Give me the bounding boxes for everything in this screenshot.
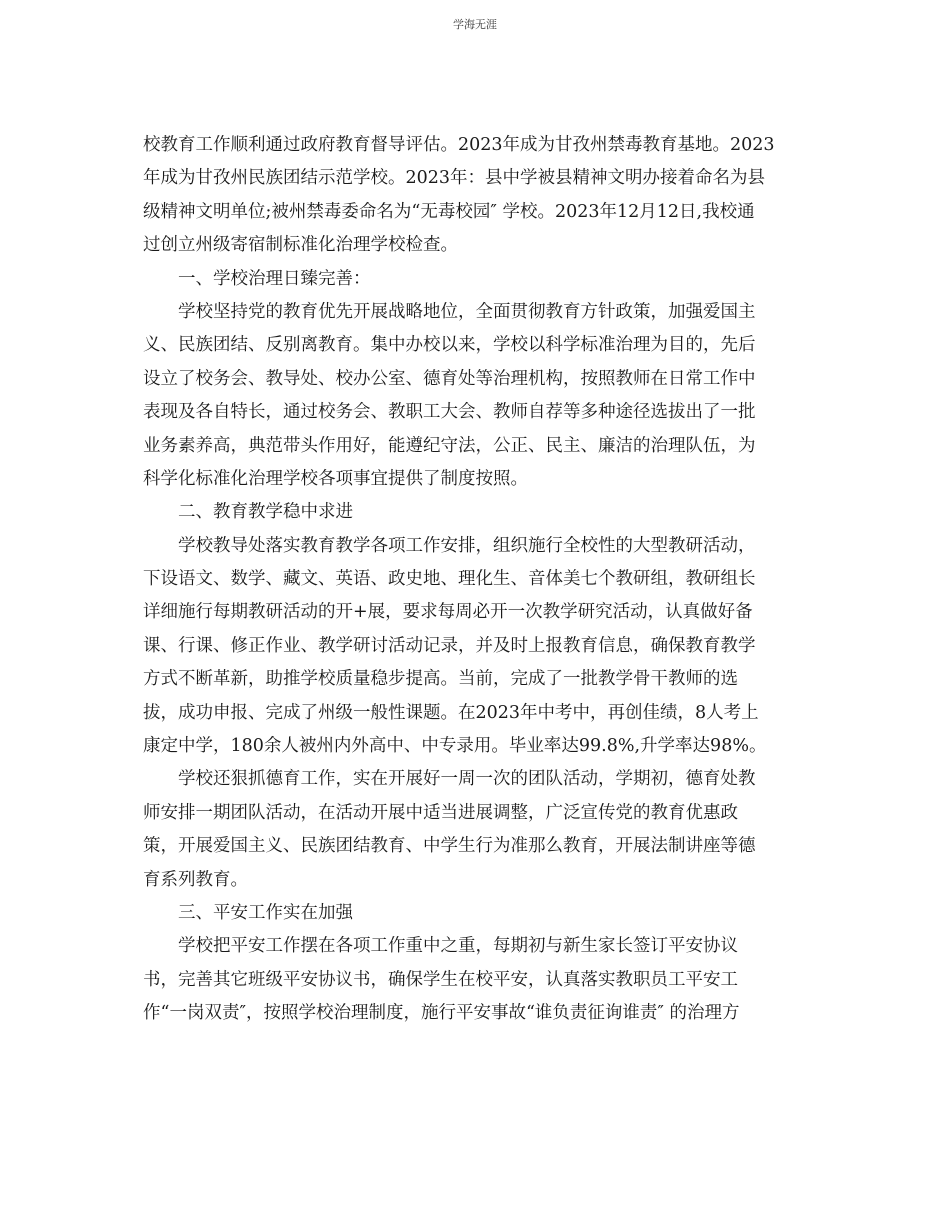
text-line: 方式不断革新，助推学校质量稳步提高。当前，完成了一批教学骨干教师的选 <box>143 669 738 690</box>
text-line: 级精神文明单位;被州禁毒委命名为“无毒校园″ 学校。2023年12月12日,我校通 <box>143 201 755 222</box>
document-body <box>143 129 808 1031</box>
text-line: 学校还狠抓德育工作，实在开展好一周一次的团队活动，学期初，德育处教 <box>178 769 756 790</box>
text-line: 策，开展爱国主义、民族团结教育、中学生行为准那么教育，开展法制讲座等德 <box>143 836 756 857</box>
page-header: 学海无涯 <box>453 18 497 31</box>
text-line: 校教育工作顺利通过政府教育督导评估。2023年成为甘孜州禁毒教育基地。2023 <box>143 135 775 155</box>
text-line: 设立了校务会、教导处、校办公室、德育处等治理机构，按照教师在日常工作中 <box>143 368 756 389</box>
text-line: 义、民族团结、反别离教育。集中办校以来，学校以科学标准治理为目的，先后 <box>143 335 756 356</box>
text-line: 作“一岗双责″，按照学校治理制度，施行平安事故“谁负责征询谁责″ 的治理方 <box>143 1003 740 1024</box>
text-line: 康定中学，180余人被州内外高中、中专录用。毕业率达99.8%,升学率达98%。 <box>143 736 767 757</box>
section-heading: 二、教育教学稳中求进 <box>178 502 353 523</box>
text-line: 课、行课、修正作业、教学研讨活动记录，并及时上报教育信息，确保教育教学 <box>143 635 756 656</box>
text-line: 下设语文、数学、藏文、英语、政史地、理化生、音体美七个教研组，教研组长 <box>143 569 756 590</box>
text-line: 年成为甘孜州民族团结示范学校。2023年：县中学被县精神文明办接着命名为县 <box>143 168 766 189</box>
text-line: 详细施行每期教研活动的开+展，要求每周必开一次教学研究活动，认真做好备 <box>143 602 753 623</box>
text-line: 书，完善其它班级平安协议书，确保学生在校平安，认真落实教职员工平安工 <box>143 969 738 990</box>
text-line: 表现及各自特长，通过校务会、教职工大会、教师自荐等多种途径选拔出了一批 <box>143 402 756 423</box>
text-line: 学校坚持党的教育优先开展战略地位，全面贯彻教育方针政策，加强爱国主 <box>178 301 756 322</box>
text-line: 科学化标准化治理学校各项事宜提供了制度按照。 <box>143 468 528 489</box>
section-heading: 一、学校治理日臻完善： <box>178 268 371 289</box>
section-heading: 三、平安工作实在加强 <box>178 902 353 923</box>
text-line: 师安排一期团队活动，在活动开展中适当进展调整，广泛宣传党的教育优惠政 <box>143 802 738 823</box>
text-line: 拔，成功申报、完成了州级一般性课题。在2023年中考中，再创佳绩，8人考上 <box>143 702 759 723</box>
text-line: 学校把平安工作摆在各项工作重中之重，每期初与新生家长签订平安协议 <box>178 936 738 957</box>
text-line: 业务素养高，典范带头作用好，能遵纪守法，公正、民主、廉洁的治理队伍，为 <box>143 435 756 456</box>
text-line: 育系列教育。 <box>143 869 248 890</box>
text-line: 学校教导处落实教育教学各项工作安排，组织施行全校性的大型教研活动， <box>178 535 756 556</box>
text-line: 过创立州级寄宿制标准化治理学校检查。 <box>143 235 458 256</box>
